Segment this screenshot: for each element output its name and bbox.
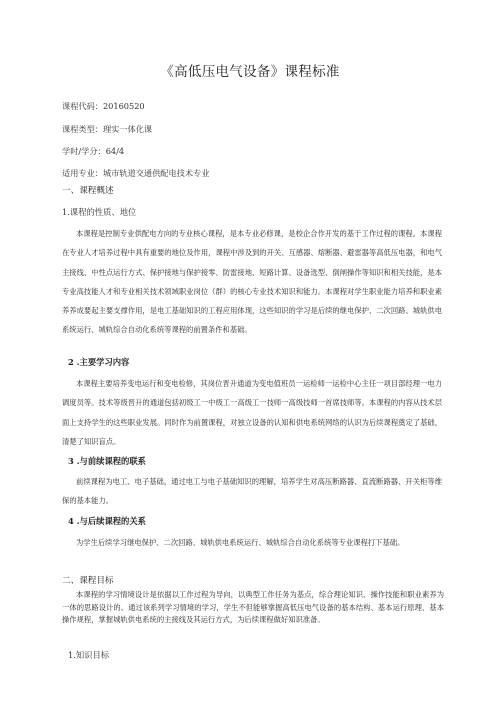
subsection-heading-nature: 1.课程的性质、地位	[62, 207, 137, 217]
course-hours-credits: 学时/学分：64/4	[62, 146, 125, 156]
subsection-heading-content: 2 .主要学习内容	[68, 357, 130, 367]
course-type: 课程类型：理实一体化课	[62, 124, 153, 134]
section-heading-goals: 二、课程目标	[62, 576, 114, 586]
subsection-heading-later-courses: 4 .与后续课程的关系	[68, 516, 146, 526]
paragraph-goals: 本课程的学习情境设计是依据以工作过程为导向，以典型工作任务为基点，综合理论知识、操作技能和职业素养为一体的思路设计的。通过该系列学习情境的学习，学生不但能够掌握高低压电气设备的基本结构、基本运行原理、基本操作规程，掌握城轨供电系统的主接线及其运行方式，为后续课程做好知识准备。	[62, 590, 444, 625]
paragraph-nature: 本课程是控制专业供配电方向的专业核心课程，是本专业必修课，是校企合作开发的基于工作过程的课程。本课程在专业人才培养过程中具有重要的地位及作用，课程中涉及到的开关、互感器、熔断器、避雷器等高低压电器，和电气主接线、中性点运行方式、保护接地与保护接零、防雷接地、短路计算、设备选型、倒闸操作等知识和相关技能，是本专业高技能人才和专业相关技术领域职业岗位（群）的核心专业技术知识和能力。本课程对学生职业能力培养和职业素养养成要起主要支撑作用，是电工基础知识的工程应用体现，这些知识的学习是后续的继电保护、二次回路、城轨供电系统运行、城轨综合自动化系统等课程的前置条件和基础。	[62, 229, 442, 335]
section-heading-overview: 一、课程概述	[62, 186, 114, 196]
subsection-heading-knowledge-goals: 1.知识目标	[68, 650, 110, 660]
applicable-major: 适用专业：城市轨道交通供配电技术专业	[62, 168, 210, 178]
course-code: 课程代码：20160520	[62, 101, 145, 111]
document-title: 《高低压电气设备》课程标准	[160, 64, 340, 80]
paragraph-later-courses: 为学生后续学习继电保护、二次回路、城轨供电系统运行、城轨综合自动化系统等专业课程打下基础。	[76, 538, 405, 547]
paragraph-content: 本课程主要培养变电运行和变电检修，其岗位晋升通道为变电值班员一运检师一运检中心主任一项目部经理一电力调度员等。技术等级晋升的通道包括初级工一中级工一高级工一技师一高级技师一首席技师等。本课程的内容从技术层面上支持学生的这些职业发展。同时作为前置课程，对独立设备的认知和供电系统网络的认识为后续课程奠定了基础，清楚了知识盲点。	[62, 379, 442, 446]
subsection-heading-prior-courses: 3 .与前续课程的联系	[68, 456, 146, 466]
paragraph-prior-courses: 前续课程为电工、电子基础，通过电工与电子基础知识的理解，培养学生对高压断路器、直流断路器、开关柜等维保的基本能力。	[62, 477, 442, 506]
